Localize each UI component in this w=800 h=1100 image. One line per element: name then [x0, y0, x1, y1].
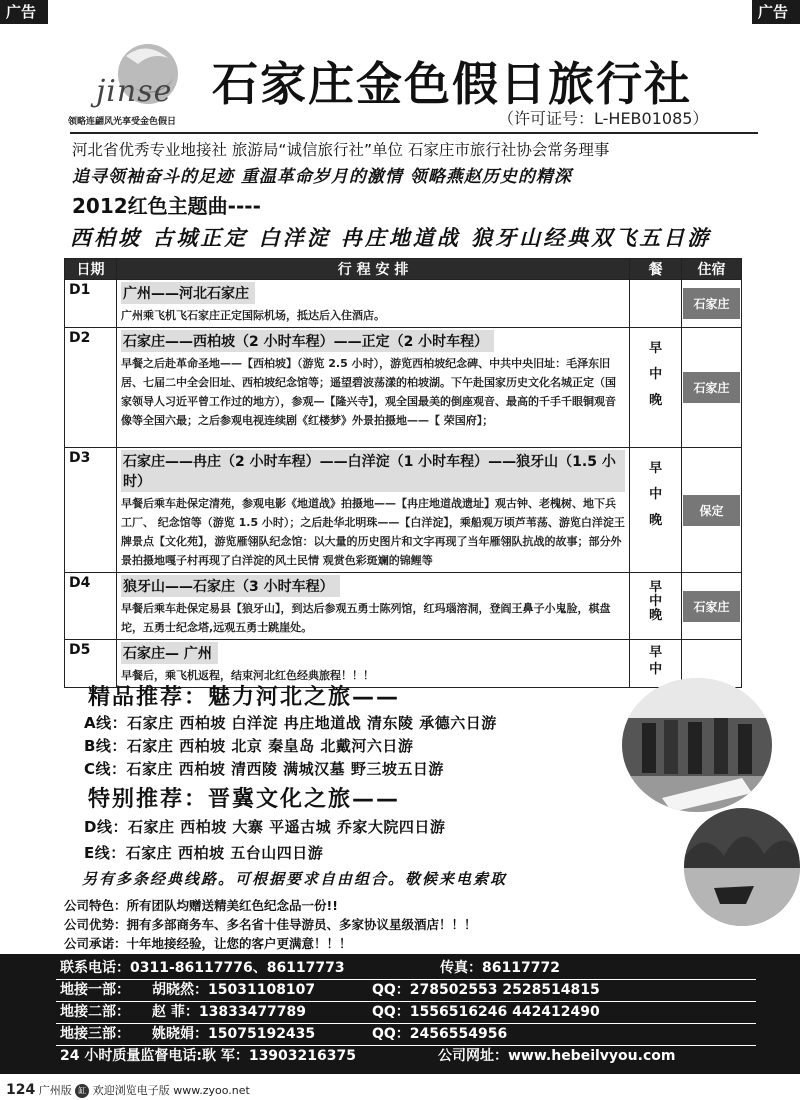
- route-line-c: C线：石家庄 西柏坡 清西陵 满城汉墓 野三坡五日游: [84, 760, 444, 778]
- stay-badge: 石家庄: [683, 591, 740, 622]
- theme-year: 2012红色主题曲----: [72, 194, 261, 218]
- theme-route: 西柏坡 古城正定 白洋淀 冉庄地道战 狼牙山经典双飞五日游: [70, 226, 712, 250]
- tour-group-photo: [622, 678, 772, 812]
- dept-qq: QQ：1556516246 442412490: [372, 1004, 600, 1020]
- route-line-d: D线：石家庄 西柏坡 大寨 平遥古城 乔家大院四日游: [84, 818, 446, 836]
- contact-dept-row: [56, 1002, 756, 1024]
- intro-credentials: 河北省优秀专业地接社 旅游局“诚信旅行社”单位 石家庄市旅行社协会常务理事: [72, 141, 610, 159]
- header-meal: 餐: [630, 259, 682, 280]
- badge-icon: 缸: [75, 1084, 89, 1098]
- featured-title: 精品推荐：魅力河北之旅——: [88, 685, 401, 710]
- dept-contact: 姚晓娟：15075192435: [152, 1026, 316, 1042]
- row-meal: [630, 280, 682, 328]
- route-body: 早餐后，乘飞机返程，结束河北红色经典旅程！！！: [120, 669, 374, 682]
- header-stay: 住宿: [682, 259, 742, 280]
- stay-badge: 石家庄: [683, 372, 740, 403]
- special-title: 特别推荐：晋冀文化之旅——: [88, 787, 401, 812]
- table-row: [65, 280, 742, 328]
- contact-phone-row: [56, 958, 756, 980]
- row-day: D1: [65, 280, 117, 328]
- row-day: D2: [65, 328, 117, 448]
- ad-label-left: 广告: [0, 0, 48, 24]
- logo-text: jinse: [96, 74, 173, 109]
- dept-label: 地接二部：: [60, 1004, 130, 1020]
- row-meal: 早 中 晚: [630, 328, 682, 448]
- itinerary-table: [64, 258, 742, 688]
- route-body: 早餐后乘车赴保定清苑，参观电影《地道战》拍摄地——【冉庄地道战遗址】观古钟、老槐树、地下兵工厂、 纪念馆等（游览 1.5 小时）；之后赴华北明珠——【白洋淀】，乘船观万顷芦苇荡、游览白洋淀王牌景点【文化苑】，游览雁翎队纪念馆：以大量的历史图片和文字再现了当年雁翎队抗战的故事；部分外景拍摄地嘎子村再现了白洋淀的风土民情 观赏色彩斑斓的锦鲤等: [120, 497, 625, 567]
- row-meal: 早 中 晚: [630, 573, 682, 640]
- row-stay: [682, 280, 742, 328]
- route-line-e: E线：石家庄 西柏坡 五台山四日游: [84, 844, 324, 862]
- contact-fax: 传真：86117772: [440, 960, 560, 976]
- dept-label: 地接三部：: [60, 1026, 130, 1042]
- ad-label-right: 广告: [752, 0, 800, 24]
- company-website[interactable]: 公司网址：www.hebeilvyou.com: [438, 1048, 676, 1064]
- contact-dept-row: [56, 980, 756, 1002]
- table-row: [65, 448, 742, 573]
- route-body: 早餐后乘车赴保定易县【狼牙山】，到达后参观五勇士陈列馆，红玛瑙溶洞，登阎王鼻子小鬼脸，棋盘坨，五勇士纪念塔,远观五勇士跳崖处。: [120, 602, 611, 634]
- page-footer: [6, 1082, 250, 1098]
- route-line-a: A线：石家庄 西柏坡 白洋淀 冉庄地道战 清东陵 承德六日游: [84, 714, 497, 732]
- route-title: 石家庄——西柏坡（2 小时车程）——正定（2 小时车程）: [121, 330, 494, 352]
- row-desc: [116, 573, 629, 640]
- stay-badge: 保定: [683, 495, 740, 526]
- contact-phone: 联系电话：0311-86117776、86117773: [60, 960, 345, 976]
- contact-dept-row: [56, 1024, 756, 1046]
- perk-advantage: 公司优势：拥有多部商务车、多名省十佳导游员、多家协议星级酒店！！！: [64, 917, 477, 932]
- perk-feature: 公司特色：所有团队均赠送精美红色纪念品一份!!: [64, 898, 338, 913]
- row-meal: 早 中: [630, 640, 682, 688]
- row-day: D3: [65, 448, 117, 573]
- agency-name: 石家庄金色假日旅行社: [212, 57, 692, 111]
- contact-panel: [0, 954, 800, 1074]
- perk-promise: 公司承诺：十年地接经验，让您的客户更满意！！！: [64, 936, 352, 951]
- divider: [70, 132, 758, 134]
- small-slogan: 领略连翩风光享受金色假日: [68, 117, 177, 127]
- intro-slogan: 追寻领袖奋斗的足迹 重温革命岁月的激情 领略燕赵历史的精深: [72, 167, 572, 187]
- route-title: 石家庄——冉庄（2 小时车程）——白洋淀（1 小时车程）——狼牙山（1.5 小时）: [121, 450, 625, 492]
- header-itinerary: 行 程 安 排: [116, 259, 629, 280]
- row-desc: [116, 448, 629, 573]
- route-title: 石家庄— 广州: [121, 642, 218, 664]
- row-stay: [682, 573, 742, 640]
- row-desc: [116, 328, 629, 448]
- license-number: （许可证号：L-HEB01085）: [498, 109, 709, 128]
- boat-lake-photo: [684, 808, 800, 926]
- more-routes-note: 另有多条经典线路。可根据要求自由组合。敬候来电索取: [82, 870, 508, 888]
- row-day: D5: [65, 640, 117, 688]
- route-title: 广州——河北石家庄: [121, 282, 255, 304]
- dept-label: 地接一部：: [60, 982, 130, 998]
- page-number: 124: [6, 1082, 36, 1098]
- stay-badge: 石家庄: [683, 288, 740, 319]
- table-header: [65, 259, 742, 280]
- row-day: D4: [65, 573, 117, 640]
- row-stay: [682, 328, 742, 448]
- dept-contact: 胡晓然：15031108107: [152, 982, 316, 998]
- header-day: 日期: [65, 259, 117, 280]
- dept-qq: QQ：2456554956: [372, 1026, 508, 1042]
- contact-hotline-row: [56, 1046, 756, 1068]
- route-body: 早餐之后赴革命圣地——【西柏坡】（游览 2.5 小时），游览西柏坡纪念碑、中共中央旧址：毛泽东旧居、七届二中全会旧址、西柏坡纪念馆等；遥望碧波荡漾的柏坡湖。下午赴国家历史文化名城正定（国家领导人习近平曾工作过的地方），参观—【隆兴寺】，观全国最美的倒座观音、最高的千手千眼铜观音像等全国六最；之后参观电视连续剧《红楼梦》外景拍摄地——【 荣国府】；: [120, 357, 616, 427]
- dept-qq: QQ：278502553 2528514815: [372, 982, 600, 998]
- dept-contact: 赵 菲：13833477789: [152, 1004, 307, 1020]
- route-title: 狼牙山——石家庄（3 小时车程）: [121, 575, 340, 597]
- row-meal: 早 中 晚: [630, 448, 682, 573]
- table-row: [65, 573, 742, 640]
- quality-hotline: 24 小时质量监督电话:耿 军：13903216375: [60, 1048, 356, 1064]
- table-row: [65, 328, 742, 448]
- row-stay: [682, 448, 742, 573]
- route-body: 广州乘飞机飞石家庄正定国际机场，抵达后入住酒店。: [120, 309, 385, 322]
- row-desc: [116, 280, 629, 328]
- route-line-b: B线：石家庄 西柏坡 北京 秦皇岛 北戴河六日游: [84, 737, 414, 755]
- footer-text: 欢迎浏览电子版 www.zyoo.net: [92, 1084, 250, 1097]
- edition-label: 广州版: [38, 1084, 72, 1097]
